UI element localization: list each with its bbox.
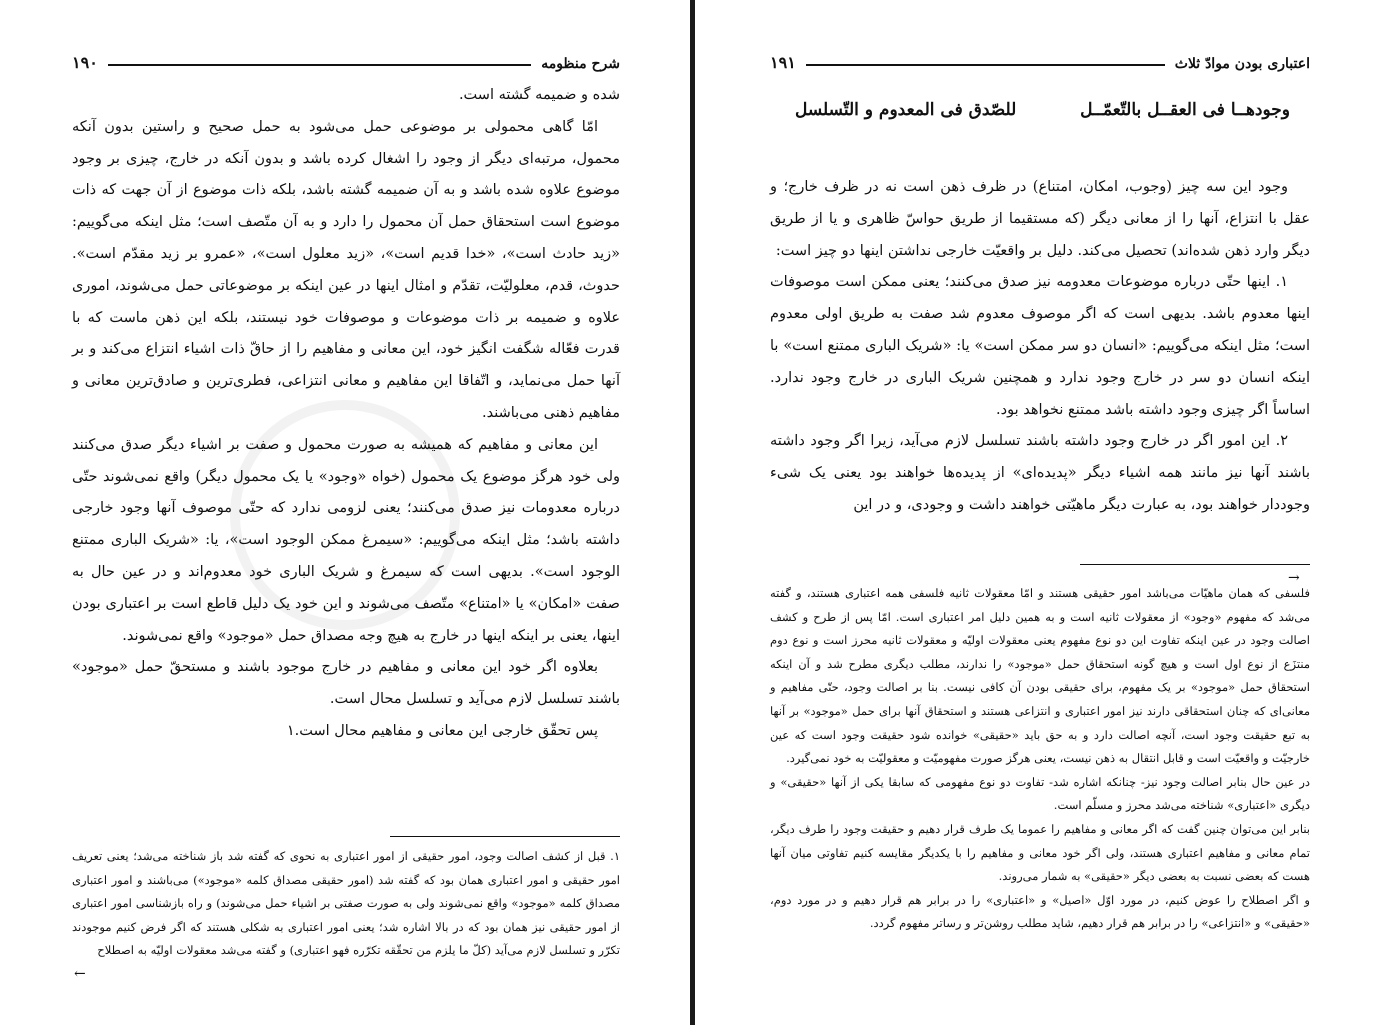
continuation-arrow-icon: ← — [74, 966, 86, 982]
paragraph: ۱. اینها حتّی درباره موضوعات معدومه نیز صدق می‌کنند؛ یعنی ممکن است موصوفات اینها معدوم باشد. بدیهی است که اگر موصوف معدوم شد صفت به طریق اولی معدوم است؛ مثل اینکه می‌گوییم: «انسان دو سر ممکن است» یا: «شریک الباری ممتنع است» با اینکه انسان دو سر در خارج وجود ندارد و همچنین شریک الباری در خارج وجود ندارد. اساساً اگر چیزی وجود داشته باشد ممتنع نخواهد بود. — [770, 274, 1310, 418]
footnote: ۱. قبل از کشف اصالت وجود، امور حقیقی از امور اعتباری به نحوی که گفته شد باز شناخته می‌شد؛ یعنی تعریف امور حقیقی و امور اعتباری همان بود که گفته شد (امور حقیقی مصداق کلمه «موجود») می‌باشند و امور اعتباری مصداق کلمه «موجود» واقع نمی‌شوند ولی به صورت صفتی بر اشیاء حمل می‌شوند) و راه بازشناسی امور اعتباری از امور حقیقی نیز همان بود که در بالا اشاره شد؛ یعنی امور اعتباری به شکلی هستند که اگر فرض کنیم موجودند تکرّر و تسلسل لازم می‌آید (کلّ ما یلزم من تحقّقه تکرّره فهو اعتباری) و گفته می‌شد معقولات اولیّه به اصطلاح — [72, 849, 620, 958]
right-page-number: ۱۹۱ — [770, 53, 796, 72]
left-page — [0, 0, 690, 1025]
paragraph: وجود این سه چیز (وجوب، امکان، امتناع) در ظرف ذهن است نه در ظرف خارج؛ و عقل با انتزاع، آنها را از معانی دیگر (که مستقیما از طریق حواسّ ظاهری و یا از طریق دیگر وارد ذهن شده‌اند) تحصیل می‌کند. دلیل بر واقعیّت خارجی نداشتن اینها دو چیز است: — [770, 179, 1310, 259]
section-title — [795, 100, 1290, 120]
footnote: بنابر این می‌توان چنین گفت که اگر معانی و مفاهیم را عموما یک طرف قرار دهیم و حقیقت وجود را طرف دیگر، تمام معانی و مفاهیم اعتباری هستند، ولی اگر خود معانی و مفاهیم را با یکدیگر مقایسه کنیم تفاوتی میان آنها هست که بعضی نسبت به بعضی دیگر «حقیقی» به شمار می‌روند. — [770, 821, 1310, 884]
header-rule — [806, 64, 1165, 66]
footnote: فلسفی که همان ماهیّات می‌باشد امور حقیقی هستند و امّا معقولات ثانیه فلسفی همه اعتباری هستند، و گفته می‌شد که مفهوم «وجود» از معقولات ثانیه است و به همین دلیل امر اعتباری است. امّا پس از طرح و کشف اصالت وجود در عین اینکه تفاوت این دو نوع مفهوم یعنی معقولات اولیّه و معقولات ثانیه محرز است و نوع دوم منتزَع از نوع اول است و هیچ گونه استحقاق حمل «موجود» را ندارند، مطلب دیگری مطرح شد و آن اینکه استحقاق حمل «موجود» بر یک مفهوم، برای حقیقی بودن آن کافی نیست. بنا بر اصالت وجود، حتّی مفاهیم و معانی‌ای که چنان استحقاقی دارند نیز امور اعتباری و انتزاعی هستند و استحقاق آنها برای حمل «موجود» بر آنها به تبع حقیقت وجود است، آنچه اصالت دارد و به حق باید «حقیقی» خوانده شود حقیقت وجود است که عین خارجیّت و واقعیّت است و قابل انتقال به ذهن نیست، یعنی هرگز صورت مفهومیّت و معقولیّت به خود نمی‌گیرد. — [770, 586, 1310, 766]
footnote-separator — [390, 836, 620, 837]
footnote: در عین حال بنابر اصالت وجود نیز- چنانکه اشاره شد- تفاوت دو نوع مفهومی که سابقا یکی از آنها «حقیقی» و دیگری «اعتباری» شناخته می‌شد محرز و مسلّم است. — [770, 774, 1310, 813]
right-page — [695, 0, 1390, 1025]
footnote: و اگر اصطلاح را عوض کنیم، در مورد اوّل «اصیل» و «اعتباری» را در برابر هم قرار دهیم و در مورد دوم، «حقیقی» و «انتزاعی» را در برابر هم قرار دهیم، شاید مطلب روشن‌تر و رساتر مفهوم گردد. — [770, 892, 1310, 931]
paragraph: امّا گاهی محمولی بر موضوعی حمل می‌شود به حمل صحیح و راستین بدون آنکه محمول، مرتبه‌ای دیگر از وجود را اشغال کرده باشد و بدون آنکه در خارج، چیزی بر وجود موضوع علاوه شده باشد و به آن ضمیمه گشته باشد، بلکه ذات موضوع از آن جهت که ذات موضوع است استحقاق حمل آن محمول را دارد و به آن متّصف است؛ مثل اینکه می‌گوییم: «زید حادث است»، «خدا قدیم است»، «زید معلول است»، «عمرو بر زید مقدّم است». حدوث، قدم، معلولیّت، تقدّم و امثال اینها در عین اینکه بر موضوعاتی حمل می‌شوند، اموری علاوه و ضمیمه بر ذات موضوعات و موصوفات خود نیستند، بلکه این ذهن ماست که با قدرت فعّاله شگفت انگیز خود، این معانی و مفاهیم را از حاقّ ذات اشیاء انتزاع می‌کند و بر آنها حمل می‌نماید، و اتّفاقا این مفاهیم و معانی انتزاعی، فطری‌ترین و صادق‌ترین معانی و مفاهیم ذهنی می‌باشند. — [72, 118, 620, 421]
left-page-title: شرح منظومه — [541, 56, 620, 72]
continuation-arrow-icon: → — [1288, 570, 1300, 586]
left-page-footnotes — [72, 845, 620, 963]
paragraph: بعلاوه اگر خود این معانی و مفاهیم در خارج موجود باشند و مستحقّ حمل «موجود» باشند تسلسل لازم می‌آید و تسلسل محال است. — [72, 659, 620, 708]
footnote-separator — [1080, 564, 1310, 565]
paragraph: این معانی و مفاهیم که همیشه به صورت محمول و صفت بر اشیاء دیگر صدق می‌کنند ولی خود هرگز موضوع یک محمول (خواه «وجود» یا یک محمول دیگر) واقع نمی‌شوند حتّی درباره معدومات نیز صدق می‌کنند؛ یعنی لزومی ندارد که حتّی موصوف آنها وجود خارجی داشته باشد؛ مثل اینکه می‌گوییم: «سیمرغ ممکن الوجود است»، یا: «شریک الباری ممتنع الوجود است». بدیهی است که سیمرغ و شریک الباری خود معدوم‌اند و در عین حال به صفت «امکان» یا «امتناع» متّصف می‌شوند و این خود یک دلیل قاطع است بر اعتباری بودن اینها، یعنی بر اینکه اینها در خارج به هیچ وجه مصداق حمل «موجود» واقع نمی‌شوند. — [72, 436, 620, 644]
section-title-left: للصّدق فی المعدوم و التّسلسل — [795, 100, 1017, 120]
paragraph: ۲. این امور اگر در خارج وجود داشته باشند تسلسل لازم می‌آید، زیرا اگر وجود داشته باشند آنها نیز مانند همه اشیاء دیگر «پدیده‌ای» از پدیده‌ها خواهند بود یعنی یک شیء وجوددار خواهند بود، به عبارت دیگر ماهیّتی خواهند داشت و وجودی، و در این — [770, 433, 1310, 513]
section-title-right: وجودهــا فی العقــل بالتّعمّــل — [1080, 100, 1290, 120]
paragraph: شده و ضمیمه گشته است. — [458, 87, 620, 103]
right-page-footnotes — [770, 582, 1310, 936]
right-page-header — [770, 46, 1310, 72]
left-page-body — [72, 80, 620, 748]
paragraph: پس تحقّق خارجی این معانی و مفاهیم محال است.۱ — [286, 722, 598, 739]
right-page-title: اعتباری بودن موادّ ثلاث — [1174, 56, 1310, 72]
left-page-number: ۱۹۰ — [72, 53, 98, 72]
right-page-body — [770, 172, 1310, 522]
header-rule — [108, 64, 531, 66]
left-page-header — [72, 46, 620, 72]
